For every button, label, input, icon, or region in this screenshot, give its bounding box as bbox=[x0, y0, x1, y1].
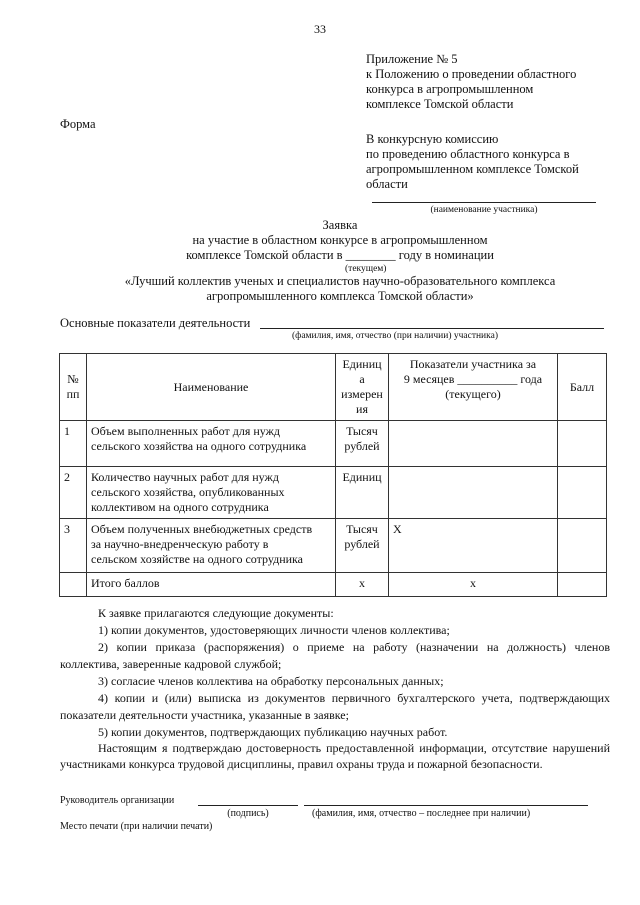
row-unit-line: рублей bbox=[344, 537, 380, 551]
row-score[interactable] bbox=[558, 519, 607, 573]
header-name: Наименование bbox=[87, 354, 336, 421]
row-name-line: коллективом на одного сотрудника bbox=[91, 500, 269, 514]
application-line: комплексе Томской области в ________ году в номинации bbox=[186, 248, 494, 262]
table-row bbox=[60, 467, 607, 519]
header-indicators bbox=[389, 354, 558, 421]
indicators-table bbox=[59, 353, 607, 597]
row-name-line: Объем выполненных работ для нужд bbox=[91, 424, 281, 438]
row-unit bbox=[336, 421, 389, 467]
row-name-line: сельском хозяйстве на одного сотрудника bbox=[91, 552, 304, 566]
recipient-line: области bbox=[366, 177, 408, 191]
nomination-line: «Лучший коллектив ученых и специалистов научно-образовательного комплекса bbox=[124, 274, 556, 288]
stamp-label: Место печати (при наличии печати) bbox=[60, 821, 213, 832]
participant-fio-field[interactable] bbox=[260, 328, 604, 329]
total-num bbox=[60, 573, 87, 597]
row-unit-line: рублей bbox=[344, 439, 380, 453]
attached-documents bbox=[60, 605, 610, 741]
recipient-block bbox=[366, 132, 616, 192]
head-name-field[interactable] bbox=[304, 805, 588, 806]
row-name bbox=[87, 421, 336, 467]
total-score[interactable] bbox=[558, 573, 607, 597]
appendix-line: к Положению о проведении областного bbox=[366, 67, 577, 81]
header-unit bbox=[336, 354, 389, 421]
header-unit-text: ия bbox=[356, 402, 368, 416]
row-unit-line: Тысяч bbox=[346, 424, 378, 438]
recipient-line: В конкурсную комиссию bbox=[366, 132, 499, 146]
document-item: 5) копии документов, подтверждающих публикацию научных работ. bbox=[98, 725, 448, 739]
row-num: 1 bbox=[60, 421, 87, 467]
participant-caption: (наименование участника) bbox=[430, 205, 538, 215]
recipient-line: агропромышленном комплексе Томской bbox=[366, 162, 579, 176]
row-name bbox=[87, 467, 336, 519]
confirmation-text: Настоящим я подтверждаю достоверность предоставленной информации, отсутствие нарушений участниками конкурса трудовой дисциплины, правил охраны труда и пожарной безопасности. bbox=[60, 741, 610, 771]
row-value[interactable] bbox=[389, 421, 558, 467]
application-title: Заявка bbox=[322, 218, 358, 232]
document-item: 4) копии и (или) выписка из документов первичного бухгалтерского учета, подтверждающих показатели деятельности участника, указанные в заявке; bbox=[60, 691, 610, 722]
head-name-caption: (фамилия, имя, отчество – последнее при наличии) bbox=[312, 808, 531, 819]
header-unit-text: Единиц bbox=[342, 357, 382, 371]
current-year-caption: (текущем) bbox=[345, 264, 387, 274]
row-unit bbox=[336, 519, 389, 573]
documents-intro: К заявке прилагаются следующие документы: bbox=[98, 606, 334, 620]
table-header-row bbox=[60, 354, 607, 421]
nomination-block bbox=[60, 274, 620, 304]
row-unit bbox=[336, 467, 389, 519]
appendix-line: Приложение № 5 bbox=[366, 52, 458, 66]
table-row bbox=[60, 421, 607, 467]
row-unit-line: Тысяч bbox=[346, 522, 378, 536]
row-unit-line: Единиц bbox=[342, 470, 382, 484]
row-score[interactable] bbox=[558, 421, 607, 467]
row-score[interactable] bbox=[558, 467, 607, 519]
nomination-line: агропромышленного комплекса Томской области» bbox=[206, 289, 474, 303]
form-label: Форма bbox=[60, 117, 96, 131]
application-line: на участие в областном конкурсе в агропромышленном bbox=[192, 233, 488, 247]
appendix-line: конкурса в агропромышленном bbox=[366, 82, 534, 96]
table-row bbox=[60, 519, 607, 573]
row-value: Х bbox=[389, 519, 558, 573]
application-title-block bbox=[60, 218, 620, 263]
indicators-label: Основные показатели деятельности bbox=[60, 316, 251, 330]
table-total-row bbox=[60, 573, 607, 597]
row-name-line: Количество научных работ для нужд bbox=[91, 470, 279, 484]
head-label: Руководитель организации bbox=[60, 795, 175, 806]
row-name-line: за научно-внедренческую работу в bbox=[91, 537, 269, 551]
header-unit-text: а bbox=[359, 372, 365, 386]
page-number: 33 bbox=[314, 22, 326, 36]
header-score: Балл bbox=[558, 354, 607, 421]
header-ind-text: 9 месяцев __________ года bbox=[403, 372, 543, 386]
total-label: Итого баллов bbox=[87, 573, 336, 597]
recipient-line: по проведению областного конкурса в bbox=[366, 147, 570, 161]
row-name-line: Объем полученных внебюджетных средств bbox=[91, 522, 313, 536]
header-num-text: пп bbox=[66, 387, 80, 401]
participant-name-field[interactable] bbox=[372, 202, 596, 203]
row-name bbox=[87, 519, 336, 573]
row-num: 3 bbox=[60, 519, 87, 573]
row-name-line: сельского хозяйства, опубликованных bbox=[91, 485, 285, 499]
document-item: 2) копии приказа (распоряжения) о приеме на работу (назначении на должность) членов коллектива, заверенные кадровой службой; bbox=[60, 640, 610, 671]
header-unit-text: измерен bbox=[341, 387, 383, 401]
document-item: 3) согласие членов коллектива на обработку персональных данных; bbox=[98, 674, 444, 688]
total-unit: х bbox=[336, 573, 389, 597]
row-name-line: сельского хозяйства на одного сотрудника bbox=[91, 439, 307, 453]
header-num bbox=[60, 354, 87, 421]
appendix-header bbox=[366, 52, 626, 112]
indicators-caption: (фамилия, имя, отчество (при наличии) участника) bbox=[292, 331, 498, 341]
header-ind-text: (текущего) bbox=[445, 387, 501, 401]
row-value[interactable] bbox=[389, 467, 558, 519]
total-value: х bbox=[389, 573, 558, 597]
header-num-text: № bbox=[67, 372, 79, 386]
row-num: 2 bbox=[60, 467, 87, 519]
appendix-line: комплексе Томской области bbox=[366, 97, 514, 111]
document-item: 1) копии документов, удостоверяющих личности членов коллектива; bbox=[98, 623, 450, 637]
signature-field[interactable] bbox=[198, 805, 298, 806]
signature-caption: (подпись) bbox=[227, 808, 269, 819]
header-ind-text: Показатели участника за bbox=[409, 357, 537, 371]
